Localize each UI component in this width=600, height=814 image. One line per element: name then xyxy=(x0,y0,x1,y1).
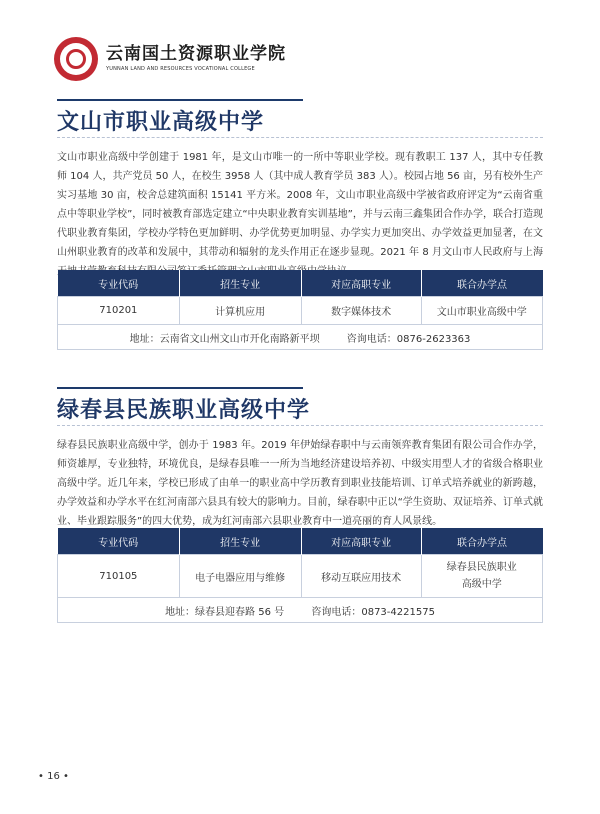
table-row xyxy=(58,555,543,598)
address-text: 地址：绿春县迎春路 56 号 xyxy=(165,606,285,618)
page-header xyxy=(54,34,286,84)
table-cell: 绿春县民族职业 高级中学 xyxy=(421,555,542,598)
section-description: 绿春县民族职业高级中学，创办于 1983 年。2019 年伊始绿春职中与云南领弈教育集团有限公司合作办学，师资雄厚，专业独特，环境优良，是绿春县唯一一所为当地经济建设培养初、中级实用型人才的省级合格职业高级中学。近几年来，学校已形成了由单一的职业高中学历教育到职业技能培训、订单式培养就业的新跨越，办学效益和办学水平在红河南部六县具有较大的影响力。目前，绿春职中正以“学生资助、双证培养、订单式就业、毕业跟踪服务”的四大优势，成为红河南部六县职业教育中一道亮丽的育人风景线。 xyxy=(57,440,543,527)
section-rule-top xyxy=(57,387,303,389)
column-header: 招生专业 xyxy=(179,270,301,297)
school-emblem-icon xyxy=(54,37,98,81)
page-number: • 16 • xyxy=(38,771,69,782)
column-header: 专业代码 xyxy=(58,528,180,555)
phone-text: 咨询电话：0873-4221575 xyxy=(311,606,435,618)
address-cell xyxy=(58,325,543,350)
school-name-cn: 云南国土资源职业学院 xyxy=(106,44,286,64)
table-cell: 文山市职业高级中学 xyxy=(421,297,542,325)
table-cell: 计算机应用 xyxy=(179,297,301,325)
column-header: 联合办学点 xyxy=(421,528,542,555)
table-cell: 数字媒体技术 xyxy=(301,297,421,325)
column-header: 联合办学点 xyxy=(421,270,542,297)
address-text: 地址：云南省文山州文山市开化南路新平坝 xyxy=(129,333,320,345)
address-cell xyxy=(58,598,543,623)
column-header: 对应高职专业 xyxy=(301,528,421,555)
address-row xyxy=(58,598,543,623)
school-name xyxy=(106,46,286,72)
table-row xyxy=(58,297,543,325)
school-name-en: YUNNAN LAND AND RESOURCES VOCATIONAL COLLEGE xyxy=(106,66,255,72)
column-header: 专业代码 xyxy=(58,270,180,297)
section-description: 文山市职业高级中学创建于 1981 年，是文山市唯一的一所中等职业学校。现有教职工 137 人，其中专任教师 104 人，共产党员 50 人，在校生 3958 人（其中成人教育学员 383 人）。校园占地 56 亩，另有校外生产实习基地 30 亩，校舍总建筑面积 15141 平方米。2008 年，文山市职业高级中学被省政府评定为“云南省重点中等职业学校”，同时被教育部选定建立“中央职业教育实训基地”，并与云南三鑫集团合作办学，联合打造现代职业教育集团，学校办学特色更加鲜明、办学优势更加明显、办学实力更加突出、办学效益更加显著，在文山州职业教育的改革和发展中，其带动和辐射的龙头作用正在逐步显现。2021 年 8 月文山市人民政府与上海 xyxy=(57,152,543,258)
phone-text: 咨询电话：0876-2623363 xyxy=(346,333,471,345)
table-cell: 移动互联应用技术 xyxy=(301,555,421,598)
table-cell: 710201 xyxy=(58,297,180,325)
table-cell: 710105 xyxy=(58,555,180,598)
table-header-row xyxy=(58,528,543,555)
table-cell: 电子电器应用与维修 xyxy=(179,555,301,598)
address-row xyxy=(58,325,543,350)
program-table xyxy=(57,528,543,623)
column-header: 对应高职专业 xyxy=(301,270,421,297)
section-title-underline xyxy=(57,425,543,426)
table-header-row xyxy=(58,270,543,297)
section-title-underline xyxy=(57,137,543,138)
program-table xyxy=(57,270,543,350)
column-header: 招生专业 xyxy=(179,528,301,555)
section-rule-top xyxy=(57,99,303,101)
section-title: 文山市职业高级中学 xyxy=(57,110,265,135)
section-title: 绿春县民族职业高级中学 xyxy=(57,398,311,423)
